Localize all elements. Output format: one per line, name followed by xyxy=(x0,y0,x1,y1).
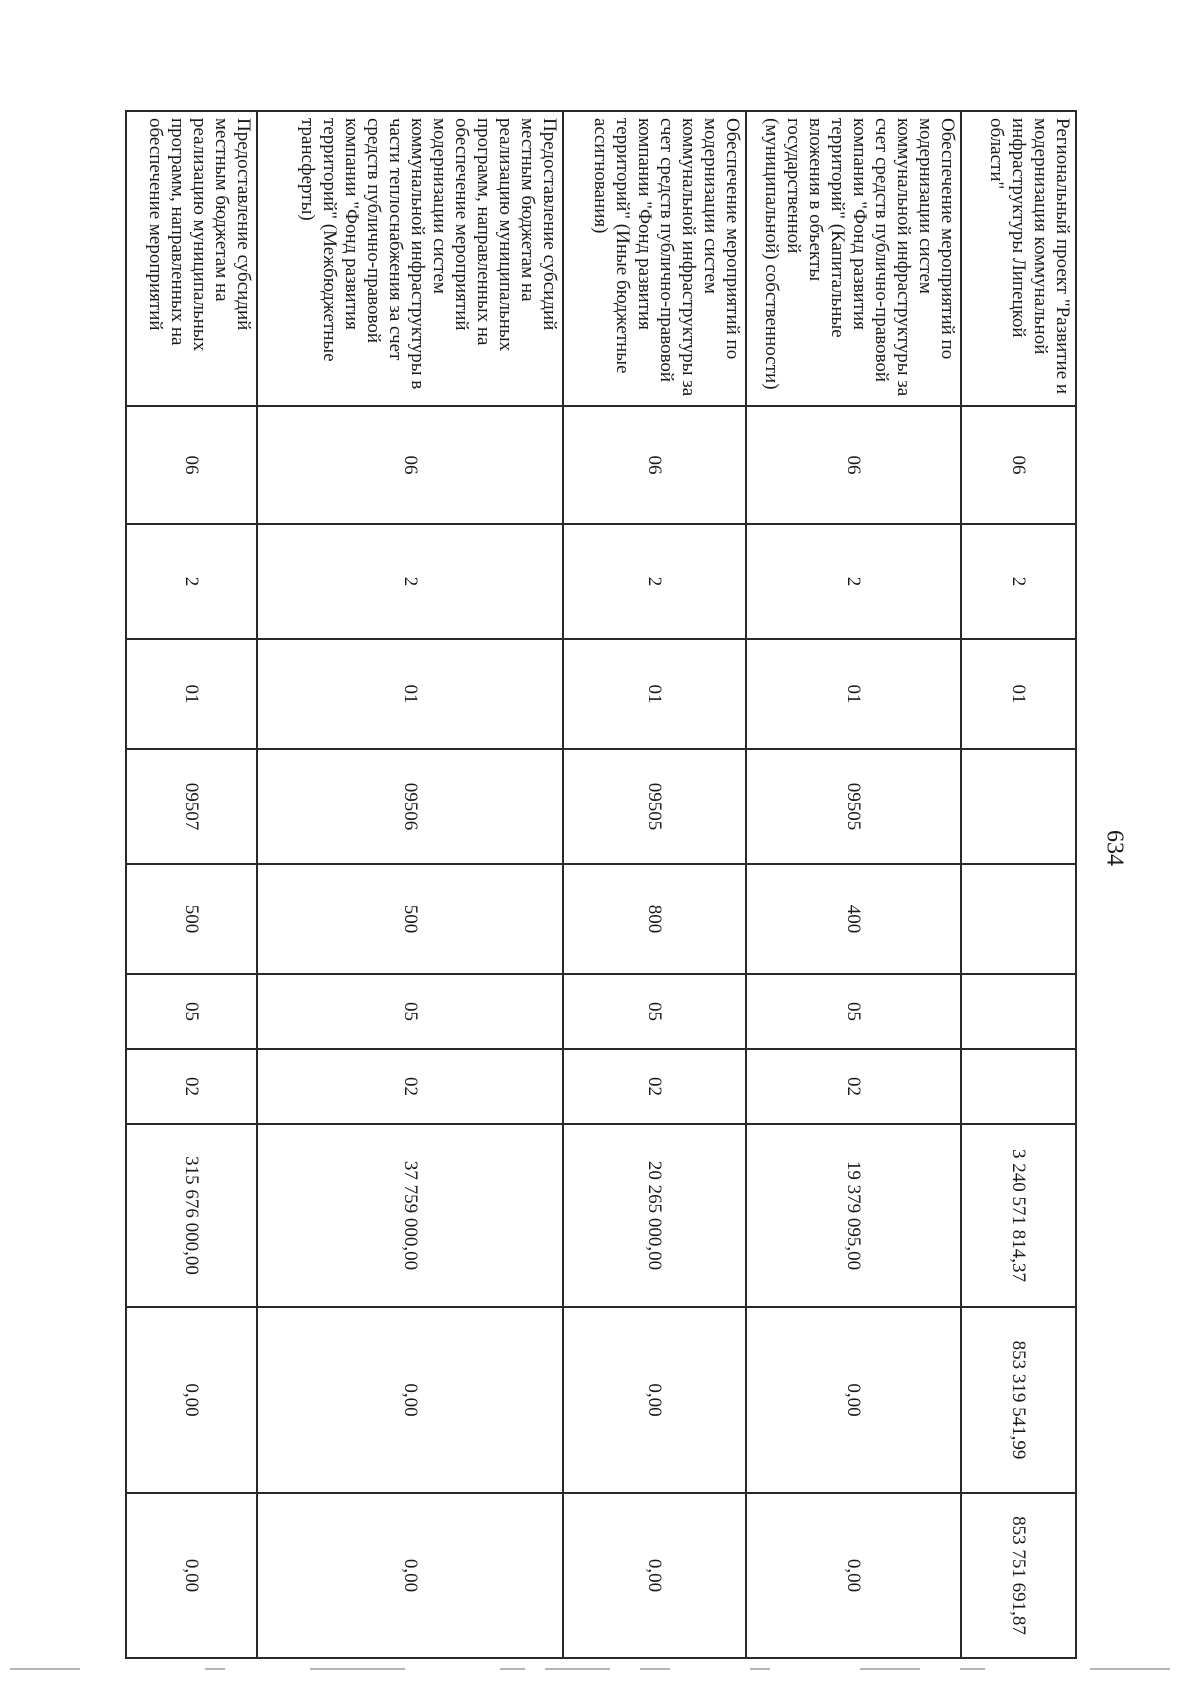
scan-mark xyxy=(310,1668,405,1670)
cell-om: 01 xyxy=(126,639,257,749)
cell-sum1: 3 240 571 814,37 xyxy=(961,1124,1076,1307)
cell-dir: 09505 xyxy=(746,749,961,864)
scan-mark xyxy=(500,1668,525,1670)
cell-vr: 500 xyxy=(257,864,563,974)
scan-edge-marks xyxy=(0,1668,1200,1674)
cell-gp: 06 xyxy=(563,406,746,524)
cell-pr xyxy=(961,1049,1076,1124)
cell-rz: 05 xyxy=(563,974,746,1049)
table-row xyxy=(746,111,961,1658)
row-name: Обеспечение мероприятий по модернизации систем коммунальной инфраструктуры за счет средств публично-правовой компании "Фонд развития территорий" (Иные бюджетные ассигнования) xyxy=(563,111,746,406)
cell-om: 01 xyxy=(257,639,563,749)
cell-pr: 02 xyxy=(563,1049,746,1124)
cell-pp: 2 xyxy=(563,524,746,639)
cell-dir: 09507 xyxy=(126,749,257,864)
cell-pp: 2 xyxy=(126,524,257,639)
cell-sum2: 0,00 xyxy=(746,1307,961,1493)
table-row xyxy=(961,111,1076,1658)
cell-sum2: 0,00 xyxy=(126,1307,257,1493)
cell-dir: 09506 xyxy=(257,749,563,864)
cell-rz: 05 xyxy=(746,974,961,1049)
scan-mark xyxy=(1090,1668,1170,1670)
cell-sum3: 853 751 691,87 xyxy=(961,1493,1076,1658)
table-row xyxy=(257,111,563,1658)
cell-gp: 06 xyxy=(746,406,961,524)
cell-sum3: 0,00 xyxy=(746,1493,961,1658)
cell-pp: 2 xyxy=(961,524,1076,639)
cell-om: 01 xyxy=(563,639,746,749)
row-name: Предоставление субсидий местным бюджетам на реализацию муниципальных программ, направленных на обеспечение мероприятий модернизации систем коммунальной инфраструктуры в части теплоснабжения за счет средств публично-правовой компании "Фонд развития территорий" (Межбюджетные трансферты) xyxy=(257,111,563,406)
cell-sum1: 37 759 000,00 xyxy=(257,1124,563,1307)
cell-sum3: 0,00 xyxy=(126,1493,257,1658)
cell-om: 01 xyxy=(746,639,961,749)
table-row xyxy=(126,111,257,1658)
scan-mark xyxy=(10,1668,80,1670)
scan-mark xyxy=(205,1668,225,1670)
cell-dir: 09505 xyxy=(563,749,746,864)
rotated-table-container xyxy=(127,110,1077,1657)
scan-mark xyxy=(750,1668,770,1670)
cell-sum3: 0,00 xyxy=(257,1493,563,1658)
page-number: 634 xyxy=(1101,830,1128,866)
cell-sum1: 19 379 095,00 xyxy=(746,1124,961,1307)
scan-mark xyxy=(960,1668,985,1670)
cell-vr: 800 xyxy=(563,864,746,974)
cell-vr xyxy=(961,864,1076,974)
scan-mark xyxy=(860,1668,920,1670)
cell-vr: 400 xyxy=(746,864,961,974)
cell-pr: 02 xyxy=(126,1049,257,1124)
cell-pr: 02 xyxy=(746,1049,961,1124)
row-name: Обеспечение мероприятий по модернизации систем коммунальной инфраструктуры за счет средств публично-правовой компании "Фонд развития территорий" (Капитальные вложения в объекты государственной (муниципальной) собственности) xyxy=(746,111,961,406)
cell-sum3: 0,00 xyxy=(563,1493,746,1658)
cell-rz xyxy=(961,974,1076,1049)
cell-sum2: 853 319 541,99 xyxy=(961,1307,1076,1493)
cell-pr: 02 xyxy=(257,1049,563,1124)
scan-mark xyxy=(640,1668,670,1670)
cell-pp: 2 xyxy=(746,524,961,639)
scan-mark xyxy=(545,1668,610,1670)
cell-pp: 2 xyxy=(257,524,563,639)
cell-sum2: 0,00 xyxy=(257,1307,563,1493)
cell-sum2: 0,00 xyxy=(563,1307,746,1493)
cell-rz: 05 xyxy=(257,974,563,1049)
cell-vr: 500 xyxy=(126,864,257,974)
cell-dir xyxy=(961,749,1076,864)
cell-gp: 06 xyxy=(961,406,1076,524)
table-row xyxy=(563,111,746,1658)
cell-sum1: 315 676 000,00 xyxy=(126,1124,257,1307)
cell-sum1: 20 265 000,00 xyxy=(563,1124,746,1307)
cell-om: 01 xyxy=(961,639,1076,749)
row-name: Региональный проект "Развитие и модернизация коммунальной инфраструктуры Липецкой области" xyxy=(961,111,1076,406)
cell-gp: 06 xyxy=(257,406,563,524)
cell-rz: 05 xyxy=(126,974,257,1049)
budget-table xyxy=(125,110,1077,1659)
row-name: Предоставление субсидий местным бюджетам на реализацию муниципальных программ, направленных на обеспечение мероприятий xyxy=(126,111,257,406)
cell-gp: 06 xyxy=(126,406,257,524)
